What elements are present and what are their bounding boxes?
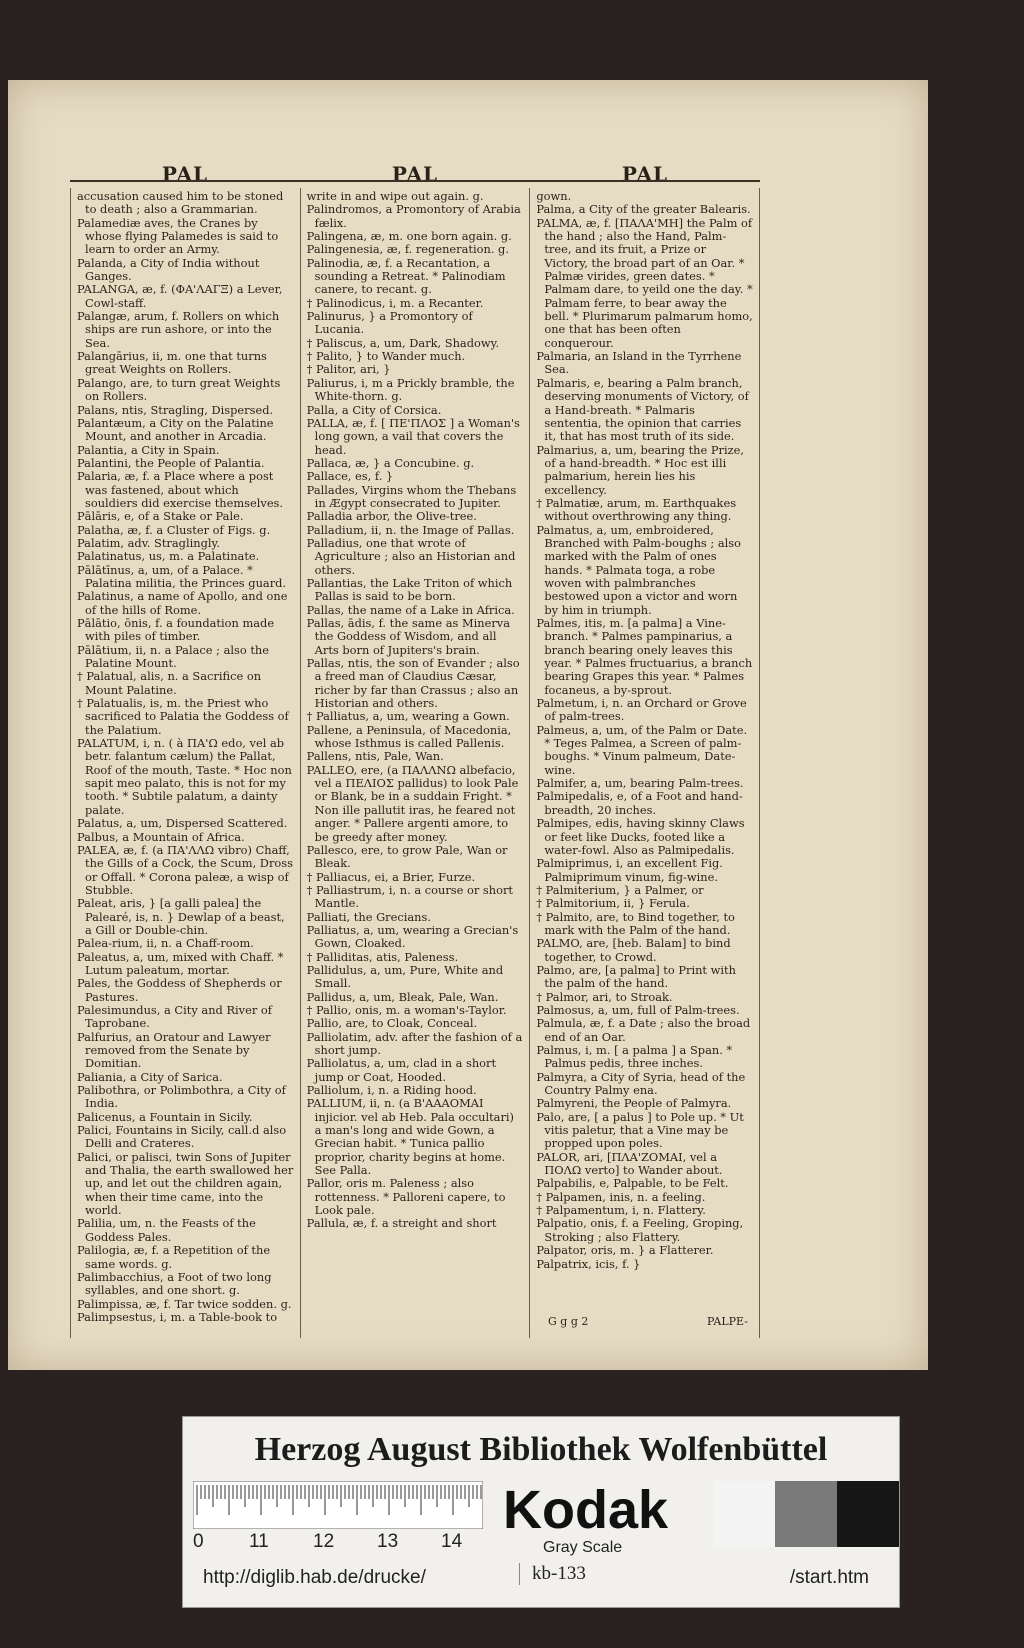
catchword: PALPE- — [707, 1315, 748, 1328]
dictionary-entry: Palmipedalis, e, of a Foot and hand-breadth, 20 inches. — [536, 789, 743, 817]
dictionary-entry: Palea-rium, ii, n. a Chaff-room. — [77, 936, 254, 951]
library-name: Herzog August Bibliothek Wolfenbüttel — [254, 1431, 828, 1468]
dictionary-entry: Pallantias, the Lake Triton of which Pallas is said to be born. — [306, 575, 513, 604]
dictionary-entry: Palilia, um, n. the Feasts of the Goddess Pales. — [77, 1216, 256, 1244]
measurement-ruler — [193, 1481, 483, 1529]
dictionary-entry: Palliati, the Grecians. — [306, 909, 431, 924]
signature-mark: G g g 2 — [548, 1315, 589, 1328]
dictionary-entry: Palladium, ii, n. the Image of Pallas. — [306, 522, 515, 537]
dictionary-entry: Pallades, Virgins whom the Thebans in Ægypt consecrated to Jupiter. — [306, 482, 517, 510]
dictionary-entry: Pallesco, ere, to grow Pale, Wan or Bleak. — [306, 842, 508, 871]
dictionary-entry: Palmyra, a City of Syria, head of the Country Palmy ena. — [536, 1069, 746, 1098]
ruler-number: 11 — [249, 1531, 269, 1552]
kodak-logo: Kodak — [503, 1480, 669, 1540]
ruler-number: 14 — [441, 1531, 463, 1552]
dictionary-entry: PALLIUM, ii, n. (a B'AAAOMAI injicior. vel ab Heb. Pala occultari) a man's long and wide Gown, a Grecian habit. * Tunica pallio proprior, charity begins at home. See Palla. — [306, 1096, 514, 1178]
dictionary-entry: Palfurius, an Oratour and Lawyer removed from the Senate by Domitian. — [77, 1029, 271, 1071]
dictionary-entry: Palibothra, or Polimbothra, a City of India. — [77, 1083, 286, 1111]
dictionary-entry: Palpatrix, icis, f. } — [536, 1256, 641, 1271]
dictionary-entry: Pālāris, e, of a Stake or Pale. — [77, 509, 244, 524]
dictionary-entry: Pallula, æ, f. a streight and short — [306, 1216, 497, 1231]
dictionary-entry: Palmiprimus, i, an excellent Fig. Palmiprimum vinum, fig-wine. — [536, 856, 723, 884]
dictionary-entry: Pallene, a Peninsula, of Macedonia, whose Isthmus is called Pallenis. — [306, 722, 512, 751]
dictionary-entry: Palimpsestus, i, m. a Table-book to — [77, 1309, 278, 1324]
dictionary-entry: Palmipes, edis, having skinny Claws or feet like Ducks, footed like a water-fowl. Also as Palmipedalis. — [536, 816, 745, 857]
dictionary-entry: Palmeus, a, um, of the Palm or Date. * Teges Palmea, a Screen of palm-boughs. * Vinum palmeum, Date-wine. — [536, 722, 748, 777]
dictionary-entry: Palatinatus, us, m. a Palatinate. — [77, 549, 260, 564]
dictionary-entry: Pallaca, æ, } a Concubine. g. — [306, 455, 475, 470]
dictionary-entry: PALANGA, æ, f. (ΦΑ'ΛΑΓΞ) a Lever, Cowl-staff. — [77, 282, 283, 310]
ruler-number: 0 — [193, 1531, 204, 1552]
dictionary-entry: Palaria, æ, f. a Place where a post was fastened, about which souldiers did exercise themselves. — [77, 469, 284, 510]
dictionary-entry: † Palmitorium, ii, } Ferula. — [536, 896, 690, 911]
dictionary-entry: Palilogia, æ, f. a Repetition of the same words. g. — [77, 1243, 271, 1271]
dictionary-entry: accusation caused him to be stoned to death ; also a Grammarian. — [77, 189, 284, 217]
dictionary-entry: Pālātium, ii, n. a Palace ; also the Palatine Mount. — [77, 642, 269, 671]
dictionary-entry: Palmatus, a, um, embroidered, Branched with Palm-boughs ; also marked with the Palm of ones hands. * Palmata toga, a robe woven with palmbranches bestowed upon a victor and worn by him in triumph. — [536, 522, 741, 617]
dictionary-entry: Palpator, oris, m. } a Flatterer. — [536, 1243, 714, 1258]
dictionary-entry: PALLEO, ere, (a ΠΑΛΛΝΩ albefacio, vel a ΠΕΛΙΟΣ pallidus) to look Pale or Blank, be in a suddain Fright. * Non ille pallutit iras, he feared not anger. * Pallere argenti amore, to be greedy after money. — [306, 762, 519, 844]
digital-library-url: http://diglib.hab.de/drucke/ — [203, 1567, 426, 1588]
dictionary-entry: Palatinus, a name of Apollo, and one of the hills of Rome. — [77, 589, 288, 617]
dictionary-entry: Palatha, æ, f. a Cluster of Figs. g. — [77, 522, 271, 537]
dictionary-entry: Pallio, are, to Cloak, Conceal. — [306, 1016, 478, 1031]
dictionary-entry: Palantini, the People of Palantia. — [77, 455, 265, 470]
dictionary-entry: Palpatio, onis, f. a Feeling, Groping, Stroking ; also Flattery. — [536, 1216, 744, 1244]
dictionary-entry: Pallor, oris m. Paleness ; also rottenness. * Palloreni capere, to Look pale. — [306, 1176, 506, 1218]
dictionary-entry: † Palpamen, inis, n. a feeling. — [536, 1189, 706, 1204]
dictionary-entry: Palladia arbor, the Olive-tree. — [306, 509, 477, 524]
dictionary-entry: Palmaris, e, bearing a Palm branch, deserving monuments of Victory, of a Hand-breath. * Palmaris sententia, the opinion that carries it, that has most truth of its side. — [536, 375, 749, 444]
dictionary-entry: † Palmiterium, } a Palmer, or — [536, 882, 704, 897]
dictionary-entry: Palici, Fountains in Sicily, call.d also Delli and Crateres. — [77, 1123, 287, 1151]
dictionary-entry: Palimpissa, æ, f. Tar twice sodden. g. — [77, 1296, 292, 1311]
dictionary-entry: Paliania, a City of Sarica. — [77, 1069, 223, 1084]
dictionary-entry: PALMO, are, [heb. Balam] to bind together, to Crowd. — [536, 936, 731, 964]
dictionary-entry: Palindromos, a Promontory of Arabia fælix. — [306, 202, 521, 230]
dictionary-entry: † Palitor, ari, } — [306, 362, 391, 377]
start-link-text: /start.htm — [789, 1567, 869, 1588]
dictionary-entry: † Palmor, ari, to Stroak. — [536, 989, 673, 1004]
gray-swatch-mid — [775, 1481, 837, 1547]
dictionary-entry: Pales, the Goddess of Shepherds or Pastures. — [77, 976, 282, 1004]
dictionary-entry: Palmes, itis, m. [a palma] a Vine-branch. * Palmes pampinarius, a branch bearing onely leaves this year. * Palmes fructuarius, a branch bearing Grapes this year. * Palmes focaneus, a by-sprout. — [536, 616, 753, 697]
dictionary-entry: † Palatual, alis, n. a Sacrifice on Mount Palatine. — [77, 669, 262, 697]
dictionary-entry: Palicenus, a Fountain in Sicily. — [77, 1109, 253, 1124]
dictionary-entry: Palmarius, a, um, bearing the Prize, of a hand-breadth. * Hoc est illi palmarium, herein lies his excellency. — [536, 442, 744, 497]
gray-scale-label: Gray Scale — [543, 1539, 623, 1556]
dictionary-entry: Pallace, es, f. } — [306, 469, 394, 484]
dictionary-entry: † Palatualis, is, m. the Priest who sacrificed to Palatia the Goddess of the Palatium. — [77, 696, 289, 737]
dictionary-entry: † Palmatiæ, arum, m. Earthquakes without overthrowing any thing. — [536, 495, 737, 524]
dictionary-entry: Palatus, a, um, Dispersed Scattered. — [77, 816, 288, 831]
dictionary-entry: Pallens, ntis, Pale, Wan. — [306, 749, 444, 764]
dictionary-entry: Pallas, ādis, f. the same as Minerva the Goddess of Wisdom, and all Arts born of Jupiters's brain. — [306, 616, 511, 657]
dictionary-entry: † Palliditas, atis, Paleness. — [306, 949, 459, 964]
dictionary-entry: † Palliatus, a, um, wearing a Gown. — [306, 709, 510, 724]
shelf-code: kb-133 — [519, 1563, 586, 1585]
dictionary-entry: Palinurus, } a Promontory of Lucania. — [306, 309, 473, 337]
dictionary-entry: Palliolatim, adv. after the fashion of a short jump. — [306, 1029, 523, 1057]
footer-line — [548, 1315, 748, 1331]
dictionary-entry: Palimbacchius, a Foot of two long syllables, and one short. g. — [77, 1269, 272, 1298]
dictionary-entry: Palliatus, a, um, wearing a Grecian's Gown, Cloaked. — [306, 922, 519, 951]
dictionary-entry: Palantæum, a City on the Palatine Mount, and another in Arcadia. — [77, 415, 274, 444]
dictionary-entry: Palangæ, arum, f. Rollers on which ships are run ashore, or into the Sea. — [77, 309, 280, 350]
running-head-left: PAL — [161, 162, 209, 186]
ruler-number: 12 — [313, 1531, 335, 1552]
dictionary-entry: Palmifer, a, um, bearing Palm-trees. — [536, 776, 744, 791]
book-page — [8, 80, 928, 1370]
dictionary-entry: † Palinodicus, i, m. a Recanter. — [306, 295, 484, 310]
dictionary-entry: PALLA, æ, f. [ ΠΕ'ΠΛΟΣ ] a Woman's long gown, a vail that covers the head. — [306, 415, 520, 457]
dictionary-entry: Palmus, i, m. [ a palma ] a Span. * Palmus pedis, three inches. — [536, 1043, 733, 1071]
ruler-number: 13 — [377, 1531, 399, 1552]
dictionary-entry: Palmula, æ, f. a Date ; also the broad end of an Oar. — [536, 1016, 751, 1044]
dictionary-entry: Pallidulus, a, um, Pure, White and Small. — [306, 962, 504, 991]
dictionary-entry: Palmaria, an Island in the Tyrrhene Sea. — [536, 349, 742, 377]
column-1 — [70, 188, 300, 1338]
dictionary-entry: Palici, or palisci, twin Sons of Jupiter and Thalia, the earth swallowed her up, and let out the children again, when their time came, into the world. — [77, 1149, 294, 1218]
dictionary-entry: Palatim, adv. Straglingly. — [77, 535, 221, 550]
column-2 — [300, 188, 530, 1338]
gray-swatch-light — [713, 1481, 775, 1547]
running-head-right: PAL — [621, 162, 669, 186]
dictionary-entry: PALATUM, i, n. ( à ΠΑ'Ω edo, vel ab betr. falantum cælum) the Pallat, Roof of the mouth, Taste. * Hoc non sapit meo palato, this is not for my tooth. * Subtile palatum, a dainty palate. — [77, 736, 292, 817]
dictionary-entry: Palangārius, ii, m. one that turns great Weights on Rollers. — [77, 349, 267, 377]
dictionary-entry: Palantia, a City in Spain. — [77, 442, 220, 457]
dictionary-entry: Palla, a City of Corsica. — [306, 402, 442, 417]
gray-swatches — [713, 1481, 899, 1547]
dictionary-entry: Pālātīnus, a, um, of a Palace. * Palatina militia, the Princes guard. — [77, 562, 287, 590]
dictionary-entry: Palmosus, a, um, full of Palm-trees. — [536, 1002, 740, 1017]
dictionary-entry: † Palliastrum, i, n. a course or short Mantle. — [306, 882, 513, 911]
dictionary-entry: Pallidus, a, um, Bleak, Pale, Wan. — [306, 989, 499, 1004]
dictionary-entry: Palingenesia, æ, f. regeneration. g. — [306, 242, 509, 257]
dictionary-entry: Pallas, the name of a Lake in Africa. — [306, 602, 515, 617]
dictionary-entry: † Palito, } to Wander much. — [306, 349, 466, 364]
dictionary-entry: † Palliacus, ei, a Brier, Furze. — [306, 869, 476, 884]
dictionary-entry: write in and wipe out again. g. — [306, 189, 484, 203]
dictionary-entry: Palmo, are, [a palma] to Print with the palm of the hand. — [536, 962, 736, 991]
dictionary-entry: Palmyreni, the People of Palmyra. — [536, 1096, 732, 1111]
column-3 — [529, 188, 760, 1338]
running-head-middle: PAL — [391, 162, 439, 186]
dictionary-entry: Palans, ntis, Stragling, Dispersed. — [77, 402, 274, 417]
gray-swatch-dark — [837, 1481, 899, 1547]
dictionary-entry: Pallas, ntis, the son of Evander ; also a freed man of Claudius Cæsar, richer by far than Crassus ; also an Historian and others. — [306, 656, 520, 711]
dictionary-entry: PALEA, æ, f. (a ΠΑ'ΛΛΩ vibro) Chaff, the Gills of a Cock, the Scum, Dross or Offall. * Corona paleæ, a wisp of Stubble. — [77, 842, 293, 897]
dictionary-entry: Paliurus, i, m a Prickly bramble, the White-thorn. g. — [306, 375, 515, 404]
dictionary-columns — [70, 188, 760, 1338]
color-target-strip — [182, 1416, 900, 1608]
dictionary-entry: Palo, are, [ a palus ] to Pole up. * Ut vitis paletur, that a Vine may be propped upon poles. — [536, 1109, 744, 1151]
dictionary-entry: Palamediæ aves, the Cranes by whose flying Palamedes is said to learn to order an Army. — [77, 215, 279, 257]
dictionary-entry: † Pallio, onis, m. a woman's-Taylor. — [306, 1002, 507, 1017]
dictionary-entry: Palma, a City of the greater Balearis. — [536, 202, 751, 217]
dictionary-entry: † Paliscus, a, um, Dark, Shadowy. — [306, 335, 500, 350]
dictionary-entry: Palanda, a City of India without Ganges. — [77, 255, 260, 284]
dictionary-entry: gown. — [536, 189, 572, 203]
ruler-numbers — [193, 1531, 493, 1555]
dictionary-entry: Paleatus, a, um, mixed with Chaff. * Lutum paleatum, mortar. — [77, 949, 284, 977]
dictionary-entry: Palliolum, i, n. a Riding hood. — [306, 1083, 477, 1098]
dictionary-entry: PALOR, ari, [ΠΛΑ'ΖΟΜΑΙ, vel a ΠΟΛΩ verto] to Wander about. — [536, 1149, 723, 1178]
dictionary-entry: Palingena, æ, m. one born again. g. — [306, 229, 512, 244]
dictionary-entry: † Palmito, are, to Bind together, to mark with the Palm of the hand. — [536, 909, 735, 937]
dictionary-entry: Palango, are, to turn great Weights on Rollers. — [77, 375, 281, 404]
dictionary-entry: Palesimundus, a City and River of Taprobane. — [77, 1002, 272, 1031]
dictionary-entry: Palbus, a Mountain of Africa. — [77, 829, 245, 844]
dictionary-entry: Palladius, one that wrote of Agriculture ; also an Historian and others. — [306, 535, 516, 577]
dictionary-entry: Palmetum, i, n. an Orchard or Grove of palm-trees. — [536, 696, 747, 724]
dictionary-entry: Paleat, aris, } [a galli palea] the Palearé, is, n. } Dewlap of a beast, a Gill or Double-chin. — [77, 896, 285, 937]
dictionary-entry: PALMA, æ, f. [ΠΑΛΑ'ΜΗ] the Palm of the hand ; also the Hand, Palm-tree, and its fruit, a Prize or Victory, the broad part of an Oar. * Palmæ virides, green dates. * Palmam dare, to yeild one the day. * Palmam ferre, to bear away the bell. * Plurimarum palmarum homo, one that has been often conquerour. — [536, 215, 753, 350]
dictionary-entry: Pālātio, ōnis, f. a foundation made with piles of timber. — [77, 616, 275, 644]
dictionary-entry: Palpabilis, e, Palpable, to be Felt. — [536, 1176, 729, 1191]
dictionary-entry: Palliolatus, a, um, clad in a short jump or Coat, Hooded. — [306, 1056, 497, 1084]
dictionary-entry: Palinodia, æ, f. a Recantation, a sounding a Retreat. * Palinodiam canere, to recant. g. — [306, 255, 506, 297]
dictionary-entry: † Palpamentum, i, n. Flattery. — [536, 1203, 706, 1218]
